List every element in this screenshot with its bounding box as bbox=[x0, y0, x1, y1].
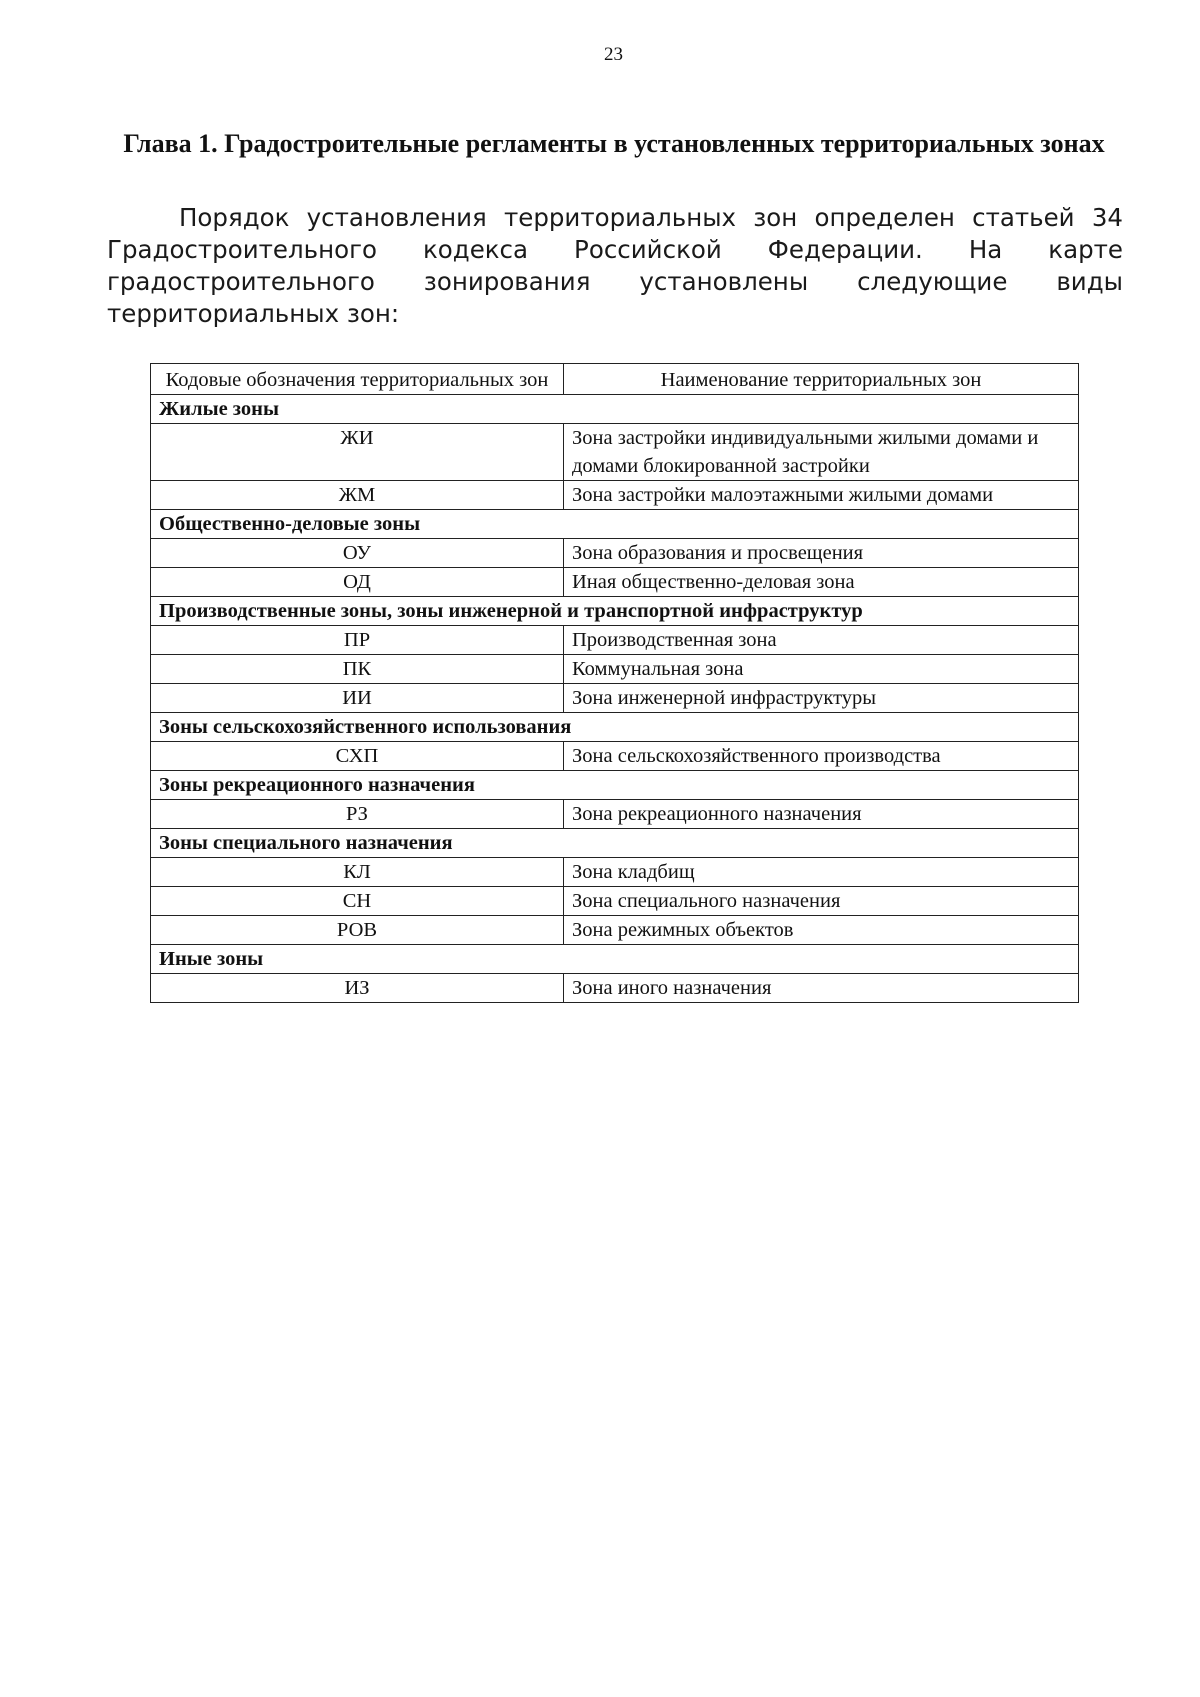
zone-name: Иная общественно-деловая зона bbox=[564, 568, 1079, 597]
intro-paragraph: Порядок установления территориальных зон определен статьей 34 Градостроительного кодекса Российской Федерации. На карте градостроительного зонирования установлены следующие виды территориальных зон: bbox=[107, 203, 1123, 328]
zone-name: Зона режимных объектов bbox=[564, 916, 1079, 945]
zone-code: ОД bbox=[151, 568, 564, 597]
zone-code: ОУ bbox=[151, 539, 564, 568]
table-row bbox=[151, 742, 1079, 771]
zone-group-row bbox=[151, 597, 1079, 626]
zone-group-row bbox=[151, 395, 1079, 424]
zones-table bbox=[150, 363, 1079, 1003]
table-row bbox=[151, 655, 1079, 684]
zone-code: РОВ bbox=[151, 916, 564, 945]
table-row bbox=[151, 626, 1079, 655]
zone-code: ИИ bbox=[151, 684, 564, 713]
zone-code: СН bbox=[151, 887, 564, 916]
table-header-row bbox=[151, 364, 1079, 395]
header-name: Наименование территориальных зон bbox=[564, 364, 1079, 395]
zone-code: РЗ bbox=[151, 800, 564, 829]
zone-name: Зона иного назначения bbox=[564, 974, 1079, 1003]
zone-group-title: Зоны специального назначения bbox=[151, 829, 1079, 858]
zone-name: Зона образования и просвещения bbox=[564, 539, 1079, 568]
zone-code: ПК bbox=[151, 655, 564, 684]
zone-group-row bbox=[151, 829, 1079, 858]
zone-group-title: Общественно-деловые зоны bbox=[151, 510, 1079, 539]
zone-name: Коммунальная зона bbox=[564, 655, 1079, 684]
table-row bbox=[151, 684, 1079, 713]
table-row bbox=[151, 424, 1079, 481]
zone-code: ПР bbox=[151, 626, 564, 655]
zone-group-row bbox=[151, 713, 1079, 742]
zone-group-title: Жилые зоны bbox=[151, 395, 1079, 424]
table-row bbox=[151, 916, 1079, 945]
table-row bbox=[151, 887, 1079, 916]
zones-body bbox=[151, 395, 1079, 1003]
zone-group-row bbox=[151, 771, 1079, 800]
zone-group-title: Зоны сельскохозяйственного использования bbox=[151, 713, 1079, 742]
zone-group-row bbox=[151, 945, 1079, 974]
zone-name: Зона кладбищ bbox=[564, 858, 1079, 887]
page-number: 23 bbox=[604, 44, 623, 65]
table-row bbox=[151, 974, 1079, 1003]
zone-group-row bbox=[151, 510, 1079, 539]
zone-group-title: Производственные зоны, зоны инженерной и транспортной инфраструктур bbox=[151, 597, 1079, 626]
zone-name: Зона рекреационного назначения bbox=[564, 800, 1079, 829]
header-code: Кодовые обозначения территориальных зон bbox=[151, 364, 564, 395]
zone-group-title: Иные зоны bbox=[151, 945, 1079, 974]
zone-code: ИЗ bbox=[151, 974, 564, 1003]
zone-name: Зона застройки индивидуальными жилыми домами и домами блокированной застройки bbox=[564, 424, 1079, 481]
table-row bbox=[151, 800, 1079, 829]
zone-code: ЖМ bbox=[151, 481, 564, 510]
table-row bbox=[151, 481, 1079, 510]
zone-code: КЛ bbox=[151, 858, 564, 887]
zone-code: СХП bbox=[151, 742, 564, 771]
zone-name: Зона застройки малоэтажными жилыми домами bbox=[564, 481, 1079, 510]
chapter-title: Глава 1. Градостроительные регламенты в установленных территориальных зонах bbox=[123, 129, 1105, 158]
zone-name: Зона инженерной инфраструктуры bbox=[564, 684, 1079, 713]
table-row bbox=[151, 539, 1079, 568]
table-row bbox=[151, 858, 1079, 887]
zone-group-title: Зоны рекреационного назначения bbox=[151, 771, 1079, 800]
zone-name: Производственная зона bbox=[564, 626, 1079, 655]
zone-name: Зона специального назначения bbox=[564, 887, 1079, 916]
table-row bbox=[151, 568, 1079, 597]
zone-code: ЖИ bbox=[151, 424, 564, 481]
zone-name: Зона сельскохозяйственного производства bbox=[564, 742, 1079, 771]
